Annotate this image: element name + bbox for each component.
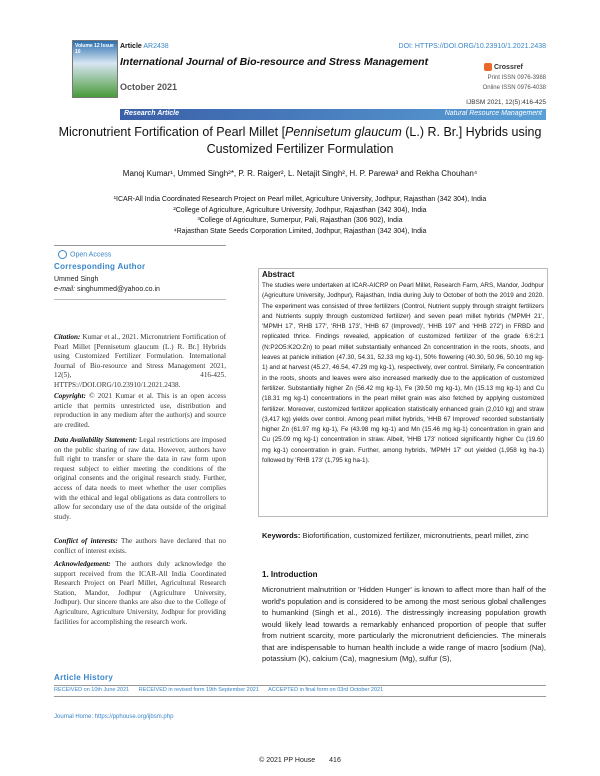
online-issn: Online ISSN 0976-4038 [482, 85, 546, 91]
crossref-label: Crossref [494, 63, 523, 71]
issue-citation: IJBSM 2021, 12(5):416-425 [466, 99, 546, 106]
article-id-value: AR2438 [143, 43, 169, 50]
data-availability-block [54, 436, 226, 522]
intro-heading: 1. Introduction [262, 570, 318, 579]
history-received: RECEIVED on 10th June 2021 [54, 687, 130, 693]
species-name: Pennisetum glaucum [285, 125, 402, 139]
corr-email[interactable]: singhummed@yahoo.co.in [76, 286, 160, 293]
abstract-heading: Abstract [262, 270, 295, 279]
data-availability-text: Legal restrictions are imposed on the public sharing of raw data. However, authors have full right to transfer or share the data in raw form upon request subject to either meeting the conditions of the original consents and the original research study. Further, access of data needs to meet whether the user complies with the ethical and legal obligations as data controllers to allow for secondary use of the data outside of the original study. [54, 436, 226, 521]
article-history-heading: Article History [54, 673, 114, 682]
data-availability-label: Data Availability Statement: [54, 436, 138, 444]
citation-label: Citation: [54, 333, 81, 341]
journal-home-link[interactable]: Journal Home: https://pphouse.org/ijbsm.php [54, 714, 174, 720]
crossref-badge[interactable] [484, 63, 523, 71]
keywords-text: Biofortification, customized fertilizer, micronutrients, pearl millet, zinc [302, 531, 529, 540]
article-type-band [120, 109, 546, 120]
divider [54, 685, 546, 686]
crossref-icon [484, 63, 492, 71]
copyright-block [54, 392, 226, 430]
history-revised: RECEIVED in revised form 19th September 2021 [138, 687, 259, 693]
keywords-label: Keywords: [262, 531, 301, 540]
band-article-type: Research Article [124, 110, 179, 117]
band-subject: Natural Resource Management [444, 110, 542, 117]
citation-text: Kumar et al., 2021. Micronutrient Fortification of Pearl Millet [Pennisetum glaucum (L.) R. Br.] Hybrids using Customized Fertilizer Formulation. International Journal of Bio-resource and Stress Management 2021, 12(5), 416-425. HTTPS://DOI.ORG/10.23910/1.2021.2438. [54, 333, 227, 389]
issn-block [483, 73, 546, 93]
abstract-text: The studies were undertaken at ICAR-AICRP on Pearl Millet, Research Farm, ARS, Mandor, Jodhpur (Agriculture University, Jodhpur), Rajasthan, India during July to October of both the 2019 and 2020. The experiment was consisted of three fertilizers (Control, Nutrient supply through straight fertilizers and Nutrients supply through customized fertilizer) and seven pearl millet hybrids ('MPMH 21', 'MPMH 17', 'RHB 177', 'RHB 173', 'HHB 67 (Improved)', 'HHB 197' and 'HHB 272') in FRBD and replicated thrice. Findings revealed, application of customized fertilizer of the grade 6:6:2:1 (N:P2O5:K2O:Zn) to pearl millet substantially enhanced Zn concentration in the roots, shoots, and leaves at panicle initiation (47.30, 54.31, 52.33 mg kg-1), 50% flowering (40.30, 50.96, 50.10 mg kg-1) and at harvest (45.27, 46.54, 47.29 mg kg-1), respectively, over control. Similarly, Fe concentration in the roots, shoots and leaves were also increased markedly due to the application of customized fertilizer. Substantially higher Zn (56.42 mg kg-1), Fe (39.50 mg kg-1), Mn (15.13 mg kg-1) and Cu (18.31 mg kg-1) concentrations in the pearl millet grain was also fetched by applying customized fertilizer. Moreover, customized fertilizer application statistically enhanced grain (2,010 kg) and straw (3,417 kg) yields over control. Among pearl millet hybrids, 'HHB 67 Improved' recorded substantially higher Zn (61.97 mg kg-1), Fe (43.98 mg kg-1) and Mn (15.46 mg kg-1) concentration in grain and Cu (25.09 mg kg-1) concentration in straw. Albeit, 'HHB 173' noticed significantly higher Cu (19.60 mg kg-1) concentration in grain. Further, among hybrids, 'MPMH 17' out yielded (1,958 kg ha-1) followed by 'RHB 173' (1,795 kg ha-1). [262, 282, 544, 465]
affiliations [54, 195, 546, 237]
citation-block [54, 333, 226, 391]
divider [54, 696, 546, 697]
corr-email-line [54, 285, 160, 295]
copyright-label: Copyright: [54, 392, 86, 400]
conflict-text: The authors have declared that no conflict of interest exists. [54, 537, 226, 555]
print-issn: Print ISSN 0976-3988 [487, 75, 546, 81]
conflict-block [54, 537, 226, 556]
affiliation-3: ³College of Agriculture, Sumerpur, Pali, Rajasthan (306 902), India [197, 217, 403, 224]
affiliation-4: ⁴Rajasthan State Seeds Corporation Limited, Jodhpur, Rajasthan (342 304), India [173, 227, 427, 235]
acknowledgement-text: The authors duly acknowledge the support received from the ICAR-All India Coordinated Research Project on Pearl Millet, Agricultural Research Station, Mandor, Jodhpur (Agriculture University, Jodhpur). Our sincere thanks are also due to the College of Agriculture, Agriculture University, Jodhpur for providing facilities for accomplishing the research work. [54, 560, 226, 626]
issue-date: October 2021 [120, 82, 178, 92]
paper-title: Micronutrient Fortification of Pearl Millet [Pennisetum glaucum (L.) R. Br.] Hybrids using Customized Fertilizer Formulation [58, 125, 542, 156]
page-number: 416 [329, 757, 341, 764]
open-access-label: Open Access [70, 251, 112, 259]
copyright-text: © 2021 Kumar et al. This is an open access article that permits unrestricted use, distribution and reproduction in any medium after the author(s) and source are credited. [54, 392, 226, 429]
affiliation-2: ²College of Agriculture, Agriculture University, Jodhpur, Rajasthan (342 304), India [173, 206, 427, 214]
keywords [262, 530, 546, 541]
intro-text: Micronutrient malnutrition or 'Hidden Hunger' is known to affect more than half of the world's population and is considered to be among the most serious global challenges to humankind (Singh et al., 2016). The distressingly increasing population growth would likely lead towards a remarkably enhanced proportion of people that suffer from nutrient scarcity, more particularly the micronutrient deficiencies. The minerals that are indispensable to human health include a wide range of macro [sodium (Na), potassium (K), calcium (Ca), magnesium (Mg), sulfur (S), [262, 585, 546, 663]
acknowledgement-block [54, 560, 226, 627]
corresponding-author [54, 275, 160, 295]
affiliation-1: ¹ICAR-All India Coordinated Research Project on Pearl millet, Agriculture University, Jodhpur, Rajasthan (342 304), India [113, 196, 487, 203]
corr-name: Ummed Singh [54, 276, 99, 283]
divider [54, 245, 226, 246]
journal-cover-logo [72, 40, 118, 98]
open-access-icon [58, 250, 67, 259]
corr-email-label: e-mail: [54, 286, 76, 293]
journal-title: International Journal of Bio-resource and Stress Management [120, 56, 429, 68]
corresponding-author-heading: Corresponding Author [54, 262, 146, 271]
divider [54, 299, 226, 300]
acknowledgement-label: Acknowledgement: [54, 560, 111, 568]
article-history [54, 687, 391, 693]
open-access-badge[interactable] [58, 250, 111, 259]
article-label: Article [120, 43, 142, 50]
doi-link[interactable]: DOI: HTTPS://DOI.ORG/10.23910/1.2021.2438 [398, 43, 546, 50]
logo-text: Volume 12 Issue 10 [75, 43, 114, 55]
history-accepted: ACCEPTED in final form on 03rd October 2021 [268, 687, 384, 693]
page-footer [0, 757, 600, 764]
article-id [120, 43, 169, 50]
footer-copyright: © 2021 PP House [259, 757, 316, 764]
conflict-label: Conflict of interests: [54, 537, 118, 545]
authors: Manoj Kumar¹, Ummed Singh²*, P. R. Raiger², L. Netajit Singh², H. P. Parewa³ and Rekha Chouhan⁴ [122, 169, 478, 178]
